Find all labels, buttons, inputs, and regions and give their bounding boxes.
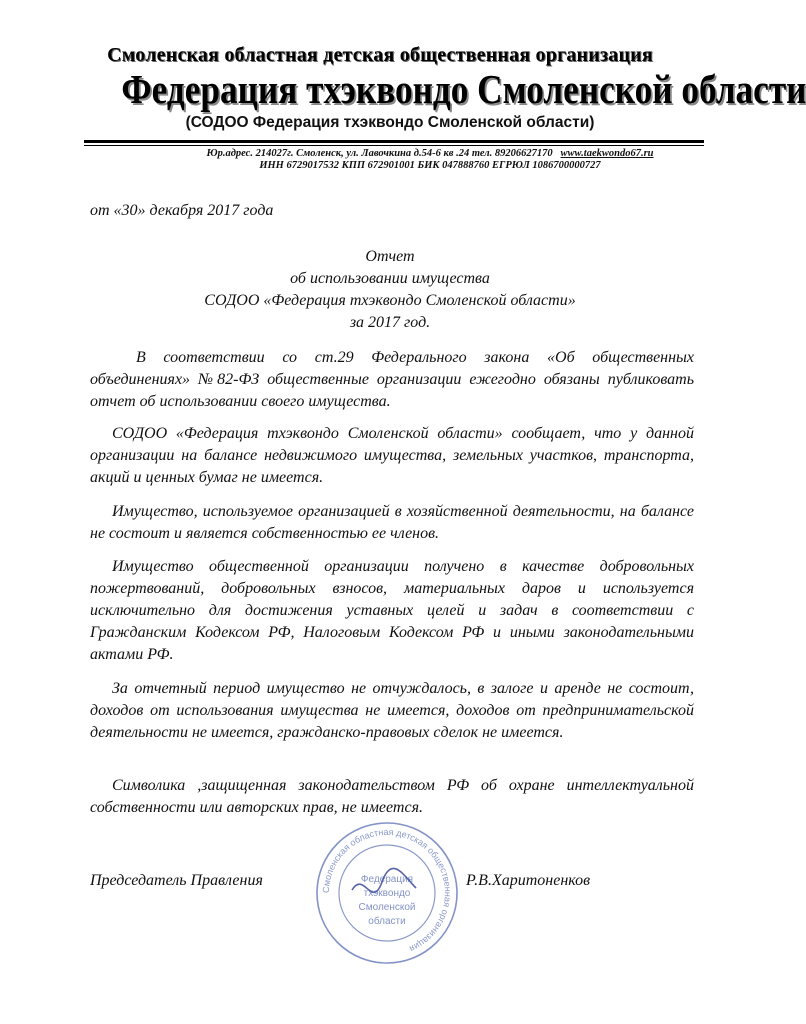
paragraph-donations: Имущество общественной организации получено в качестве добровольных пожертвований, добровольных взносов, материальных даров и используется исключительно для достижения уставных целей и задач в соответствии с Гражданским Кодексом РФ, Налоговым Кодексом РФ и иными законодательными актами РФ.: [90, 558, 694, 663]
title-line-2: об использовании имущества: [290, 270, 490, 287]
letterhead-address-block: [150, 148, 710, 172]
paragraph-members-property: Имущество, используемое организацией в хозяйственной деятельности, на балансе не состоит и является собственностью ее членов.: [90, 503, 694, 542]
letterhead-federation-title: Федерация тхэквондо Смоленской области: [121, 66, 806, 112]
letterhead-org-line: Смоленская областная детская общественная организация: [107, 44, 653, 66]
document-title: [170, 246, 610, 334]
document-date: от «30» декабря 2017 года: [90, 202, 274, 219]
paragraph-no-assets: СОДОО «Федерация тхэквондо Смоленской области» сообщает, что у данной организации на балансе недвижимого имущества, земельных участков, транспорта, акций и ценных бумаг не имеется.: [90, 425, 694, 486]
requisites-line: ИНН 6729017532 КПП 672901001 БИК 047888760 ЕГРЮЛ 1086700000727: [259, 160, 601, 171]
paragraph-no-alienation: За отчетный период имущество не отчуждалось, в залоге и аренде не состоит, доходов от использования имущества не имеется, доходов от предпринимательской деятельности не имеется, гражданско-правовых сделок не имеется.: [90, 680, 694, 741]
paragraph-legal-basis: В соответствии со ст.29 Федерального закона «Об общественных объединениях» №82-ФЗ общественные организации ежегодно обязаны публиковать отчет об использовании своего имущества.: [90, 349, 694, 410]
svg-text:тхэквондо: тхэквондо: [363, 888, 411, 899]
title-line-3: СОДОО «Федерация тхэквондо Смоленской области»: [204, 292, 576, 309]
signature-name: Р.В.Харитоненков: [466, 872, 591, 889]
website-link[interactable]: www.taekwondo67.ru: [560, 148, 654, 159]
address-line: Юр.адрес. 214027г. Смоленск, ул. Лавочкина д.54-6 кв .24 тел. 89206627170: [206, 148, 553, 159]
stamp-ring-text: Смоленская областная детская общественная организация: [320, 826, 454, 955]
title-line-4: за 2017 год.: [349, 314, 431, 331]
signature-position: Председатель Правления: [90, 872, 263, 889]
letterhead-short-name: (СОДОО Федерация тхэквондо Смоленской области): [185, 114, 595, 131]
organization-stamp: [312, 818, 462, 968]
paragraph-symbols: Символика ,защищенная законодательством РФ об охране интеллектуальной собственности или авторских прав, не имеется.: [90, 777, 694, 816]
svg-text:Смоленской: Смоленской: [358, 902, 416, 913]
title-line-1: Отчет: [365, 248, 415, 265]
letterhead-divider-thin: [84, 145, 704, 146]
svg-text:области: области: [368, 916, 406, 927]
letterhead-divider-thick: [84, 140, 704, 143]
stamp-center-text: [359, 874, 416, 927]
svg-text:Федерация: Федерация: [360, 874, 414, 885]
